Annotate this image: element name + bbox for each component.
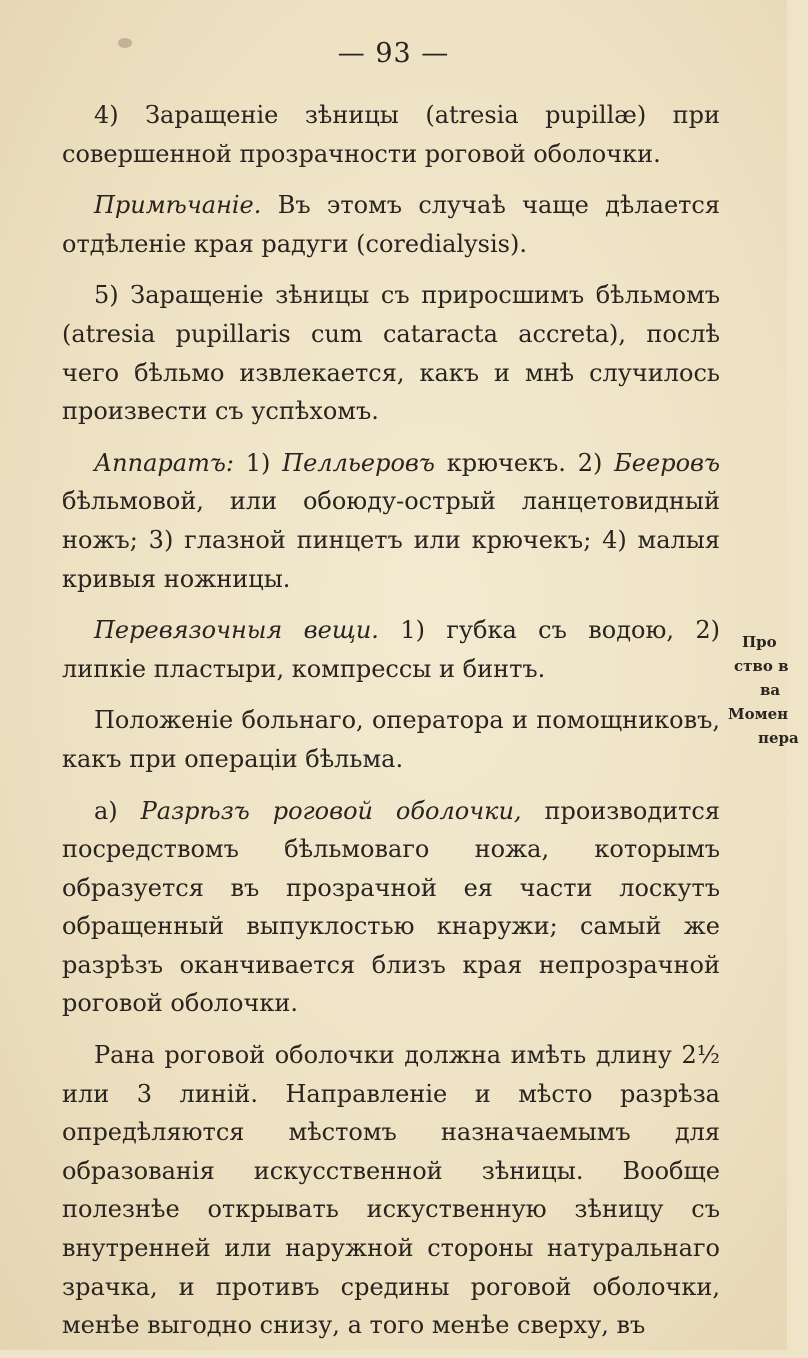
body-text (62, 96, 720, 1358)
italic-run: Аппаратъ: (94, 448, 234, 477)
text-run: Въ этомъ случаѣ чаще дѣлается отдѣленіе края радуги (coredialysis). (62, 191, 720, 258)
margin-note-line: пера (758, 729, 799, 747)
margin-note-line: ство в (734, 657, 789, 675)
text-run: а) (94, 796, 141, 825)
page-number: — 93 — (337, 38, 450, 69)
text-run: 1) (233, 448, 283, 477)
paragraph (62, 444, 720, 598)
margin-note (728, 630, 808, 750)
italic-run: Примѣчаніе. (94, 191, 262, 220)
text-run: производится посредствомъ бѣльмоваго ножа, которымъ образуется въ прозрачной ея части лоскутъ обращенный выпуклостью кнаружи; самый же разрѣзъ оканчивается близъ края непрозрачной роговой оболочки. (62, 796, 720, 1018)
paragraph (62, 611, 720, 688)
paragraph (62, 96, 720, 173)
text-run: 5) Заращеніе зѣницы съ приросшимъ бѣльмомъ (atresia pupillaris cum cataracta accreta), послѣ чего бѣльмо извлекается, какъ и мнѣ случилось произвести съ успѣхомъ. (62, 281, 720, 426)
italic-run: Бееровъ (614, 448, 720, 477)
text-run: бѣльмовой, или обоюду-острый ланцетовидный ножъ; 3) глазной пинцетъ или крючекъ; 4) малыя кривыя ножницы. (62, 487, 720, 593)
paragraph (62, 792, 720, 1024)
paragraph (62, 186, 720, 263)
margin-note-line: ва (760, 681, 781, 699)
text-run: Положеніе больнаго, оператора и помощниковъ, какъ при операціи бѣльма. (62, 706, 720, 773)
paragraph (62, 701, 720, 778)
text-run: крючекъ. 2) (434, 448, 615, 477)
text-run: 4) Заращеніе зѣницы (atresia pupillæ) при совершенной прозрачности роговой оболочки. (62, 101, 720, 168)
text-run: Рана роговой оболочки должна имѣть длину 2½ или 3 линій. Направленіе и мѣсто разрѣза опредѣляются мѣстомъ назначаемымъ для образованія искусственной зѣницы. Вообще полезнѣе открывать искуственную зѣницу съ внутренней или наружной стороны натуральнаго зрачка, и противъ средины роговой оболочки, менѣе выгодно снизу, а того менѣе сверху, въ (62, 1041, 720, 1340)
italic-run: Разрѣзъ роговой оболочки, (140, 796, 522, 825)
margin-note-line: Про (742, 633, 777, 651)
margin-note-line: Момен (728, 705, 789, 723)
paragraph (62, 276, 720, 430)
text-run: 1) губка съ водою, 2) липкіе пластыри, компрессы и бинтъ. (62, 616, 720, 683)
paragraph (62, 1036, 720, 1345)
italic-run: Пелльеровъ (282, 448, 435, 477)
italic-run: Перевязочныя вещи. (94, 616, 379, 645)
